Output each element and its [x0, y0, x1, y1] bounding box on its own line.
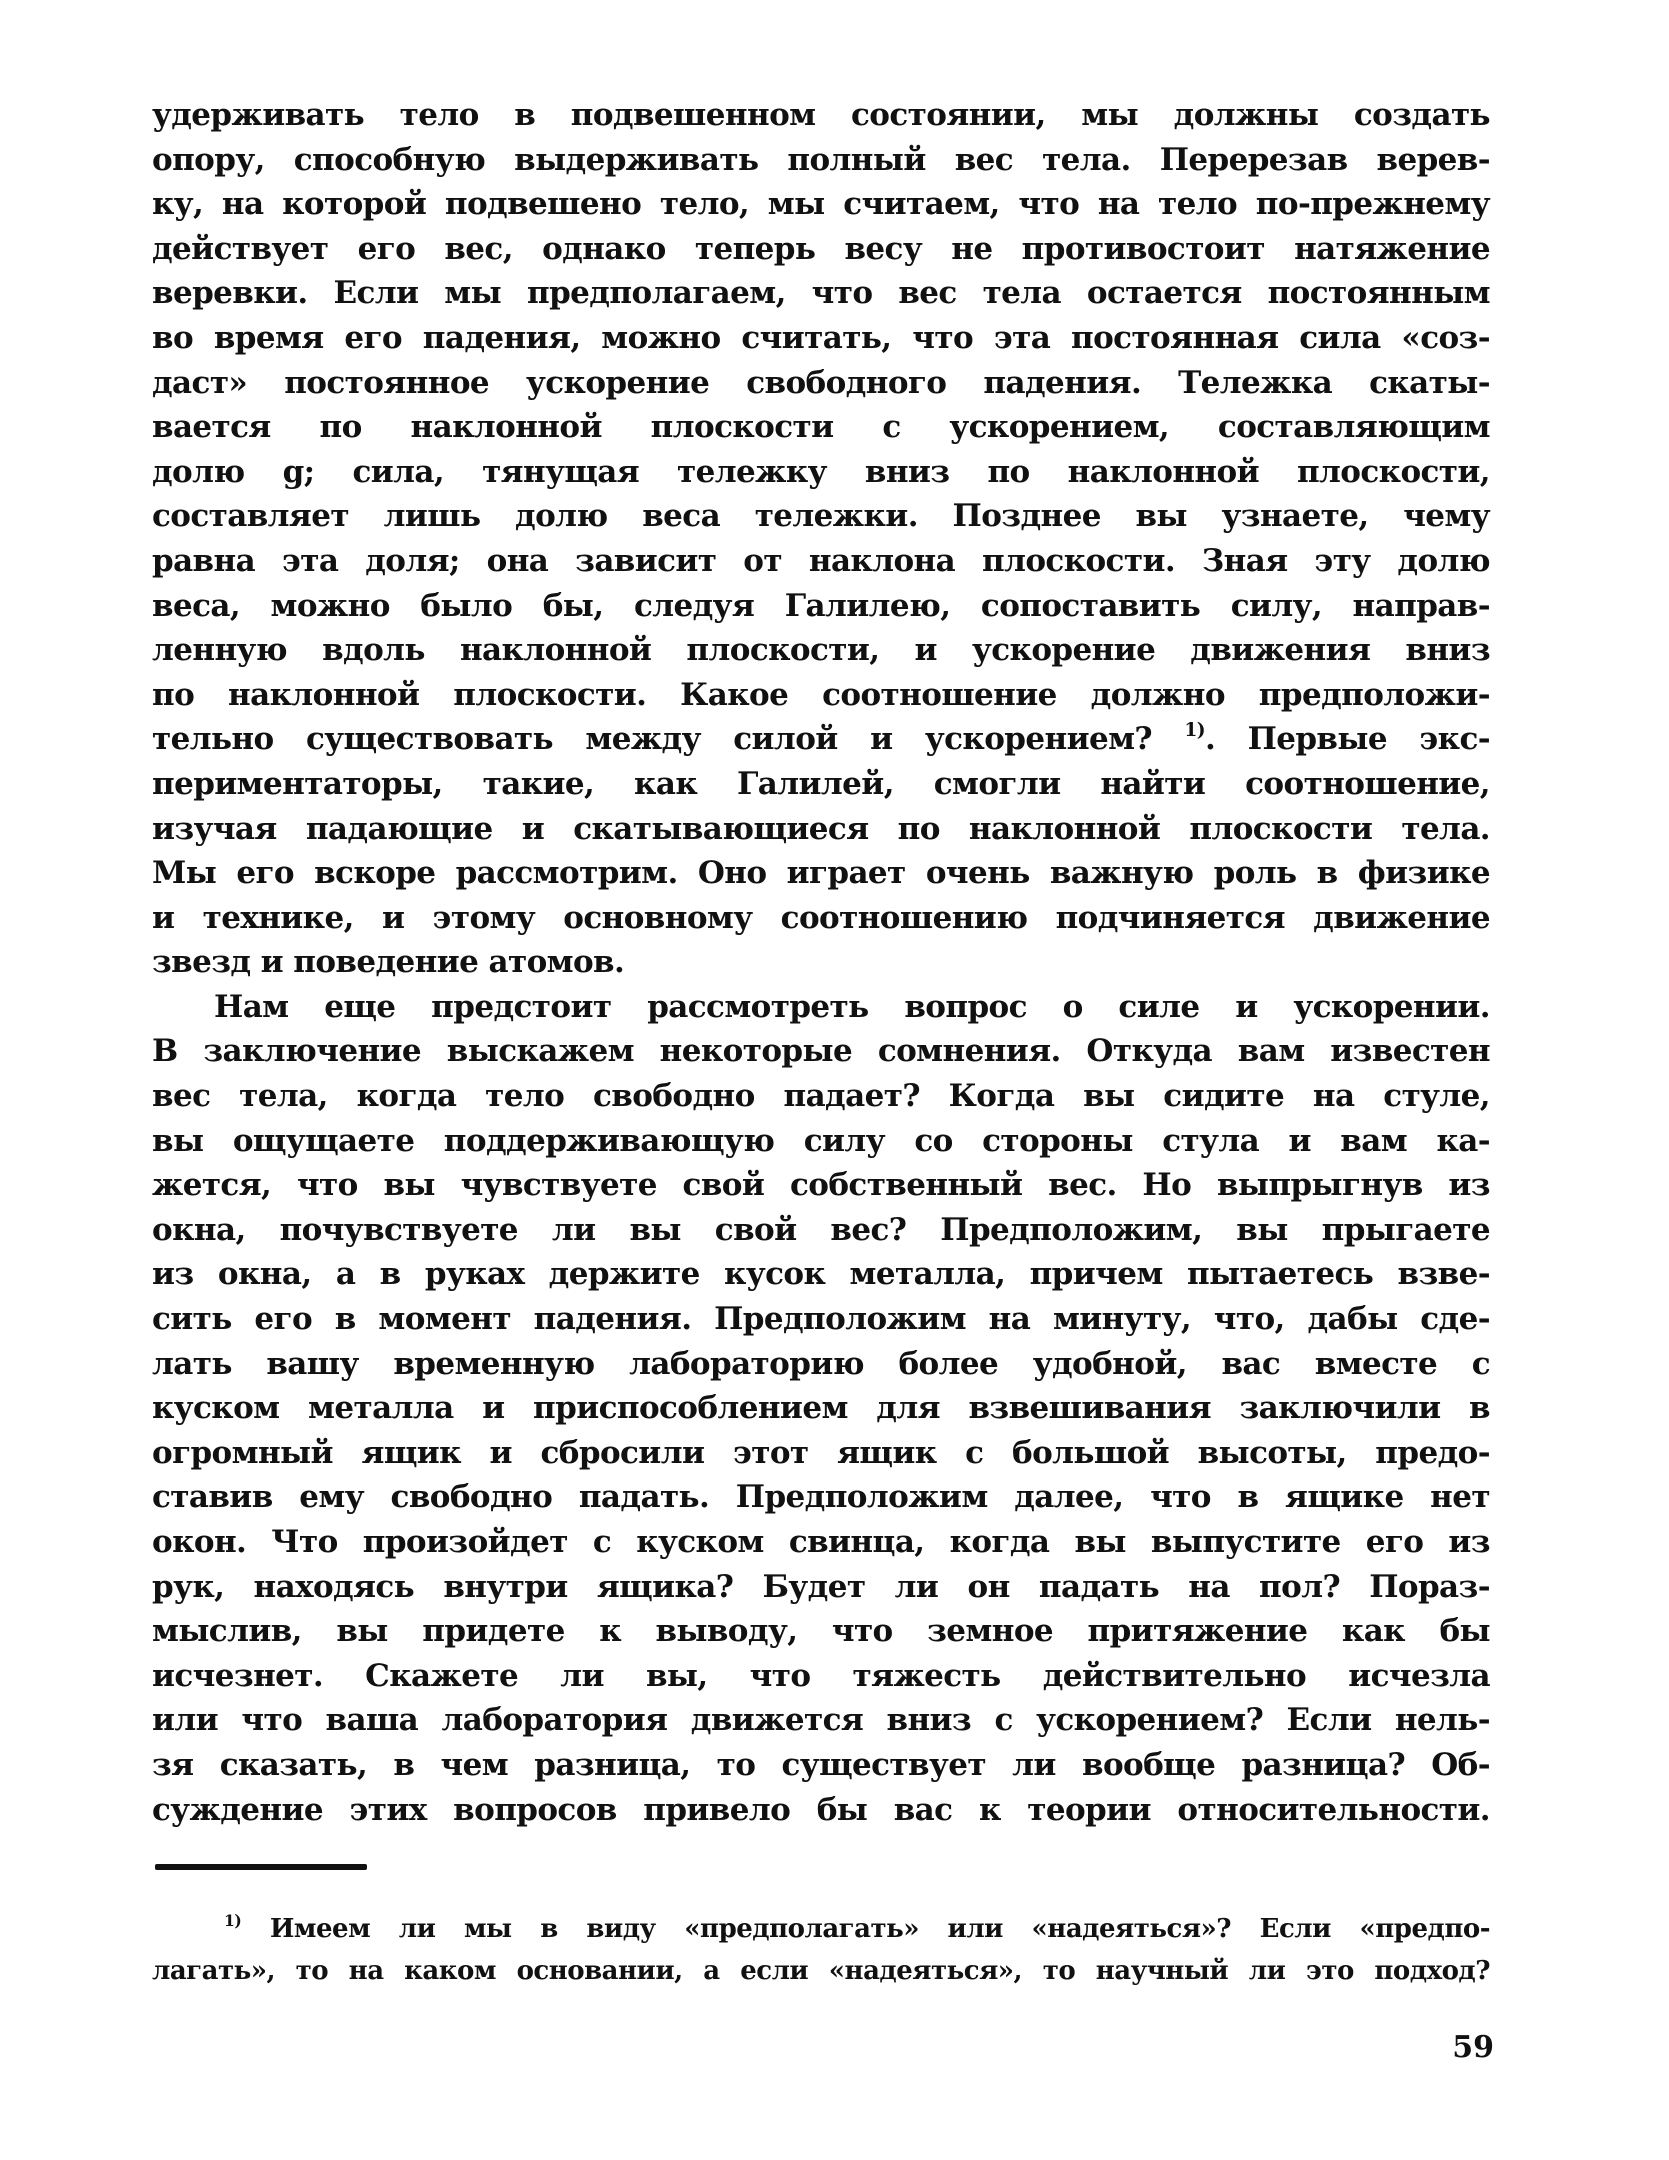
text-line: исчезнет. Скажете ли вы, что тяжесть действительно исчезла [152, 1657, 1490, 1694]
text-line: суждение этих вопросов привело бы вас к теории относительности. [152, 1791, 1490, 1828]
text-line: В заключение выскажем некоторые сомнения. Откуда вам известен [152, 1033, 1490, 1070]
text-line: составляет лишь долю веса тележки. Позднее вы узнаете, чему [152, 498, 1490, 535]
text-line: окна, почувствуете ли вы свой вес? Предположим, вы прыгаете [152, 1211, 1490, 1248]
text-line: или что ваша лаборатория движется вниз с ускорением? Если нель- [152, 1702, 1490, 1739]
text-line: по наклонной плоскости. Какое соотношение должно предположи- [152, 676, 1490, 713]
text-line: окон. Что произойдет с куском свинца, когда вы выпустите его из [152, 1524, 1490, 1560]
text-line: жется, что вы чувствуете свой собственный вес. Но выпрыгнув из [152, 1167, 1490, 1204]
text-line: ленную вдоль наклонной плоскости, и ускорение движения вниз [152, 632, 1490, 669]
text-line: вы ощущаете поддерживающую силу со стороны стула и вам ка- [152, 1122, 1490, 1159]
text-line: веса, можно было бы, следуя Галилею, сопоставить силу, направ- [152, 587, 1490, 624]
text-line: даст» постоянное ускорение свободного падения. Тележка скаты- [152, 364, 1490, 401]
text-line: и технике, и этому основному соотношению подчиняется движение [152, 899, 1490, 936]
text-line: опору, способную выдерживать полный вес тела. Перерезав верев- [152, 141, 1490, 178]
text-line: рук, находясь внутри ящика? Будет ли он падать на пол? Пораз- [152, 1568, 1490, 1605]
text-line: действует его вес, однако теперь весу не противостоит натяжение [152, 230, 1490, 267]
text-line: зя сказать, в чем разница, то существует ли вообще разница? Об- [152, 1746, 1490, 1783]
text-line: ку, на которой подвешено тело, мы считаем, что на тело по-прежнему [152, 186, 1490, 223]
text-line: куском металла и приспособлением для взвешивания заключили в [152, 1390, 1490, 1427]
footnote [152, 1908, 1490, 1992]
text-line: звезд и поведение атомов. [152, 944, 625, 981]
text-line: Мы его вскоре рассмотрим. Оно играет очень важную роль в физике [152, 855, 1490, 892]
footnote-text: Имеем ли мы в виду «предполагать» или «надеяться»? Если «предпо- [269, 1914, 1490, 1944]
text-line: во время его падения, можно считать, что эта постоянная сила «соз- [152, 319, 1490, 356]
text-segment: . Первые экс- [1204, 721, 1490, 758]
text-line: ставив ему свободно падать. Предположим далее, что в ящике нет [152, 1479, 1490, 1516]
text-line: вес тела, когда тело свободно падает? Когда вы сидите на стуле, [152, 1078, 1490, 1115]
text-line: вается по наклонной плоскости с ускорением, составляющим [152, 409, 1490, 446]
text-line: периментаторы, такие, как Галилей, смогли найти соотношение, [152, 765, 1490, 802]
text-line: мыслив, вы придете к выводу, что земное притяжение как бы [152, 1613, 1490, 1650]
text-line: удерживать тело в подвешенном состоянии, мы должны создать [152, 97, 1490, 133]
footnote-line [152, 1908, 1490, 1950]
text-line: сить его в момент падения. Предположим на минуту, что, дабы сде- [152, 1301, 1490, 1338]
text-line: веревки. Если мы предполагаем, что вес тела остается постоянным [152, 275, 1490, 312]
text-line: из окна, а в руках держите кусок металла, причем пытаетесь взве- [152, 1256, 1490, 1293]
footnote-divider [155, 1864, 367, 1870]
footnote-line: лагать», то на каком основании, а если «надеяться», то научный ли это подход? [152, 1956, 1490, 1986]
text-segment: тельно существовать между силой и ускорением? [152, 721, 1152, 758]
body-text [152, 93, 1490, 1832]
text-line: изучая падающие и скатывающиеся по наклонной плоскости тела. [152, 810, 1490, 847]
paragraph-start-line: Нам еще предстоит рассмотреть вопрос о силе и ускорении. [214, 988, 1490, 1025]
page-number: 59 [1452, 2030, 1494, 2065]
text-line: долю g; сила, тянущая тележку вниз по наклонной плоскости, [152, 453, 1490, 490]
text-line-with-footnote-ref [152, 717, 1490, 762]
footnote-marker: 1) [224, 1911, 242, 1931]
text-line: огромный ящик и сбросили этот ящик с большой высоты, предо- [152, 1434, 1490, 1471]
text-line: лать вашу временную лабораторию более удобной, вас вместе с [152, 1345, 1490, 1382]
text-line: равна эта доля; она зависит от наклона плоскости. Зная эту долю [152, 542, 1490, 579]
footnote-reference[interactable]: 1) [1184, 720, 1205, 742]
